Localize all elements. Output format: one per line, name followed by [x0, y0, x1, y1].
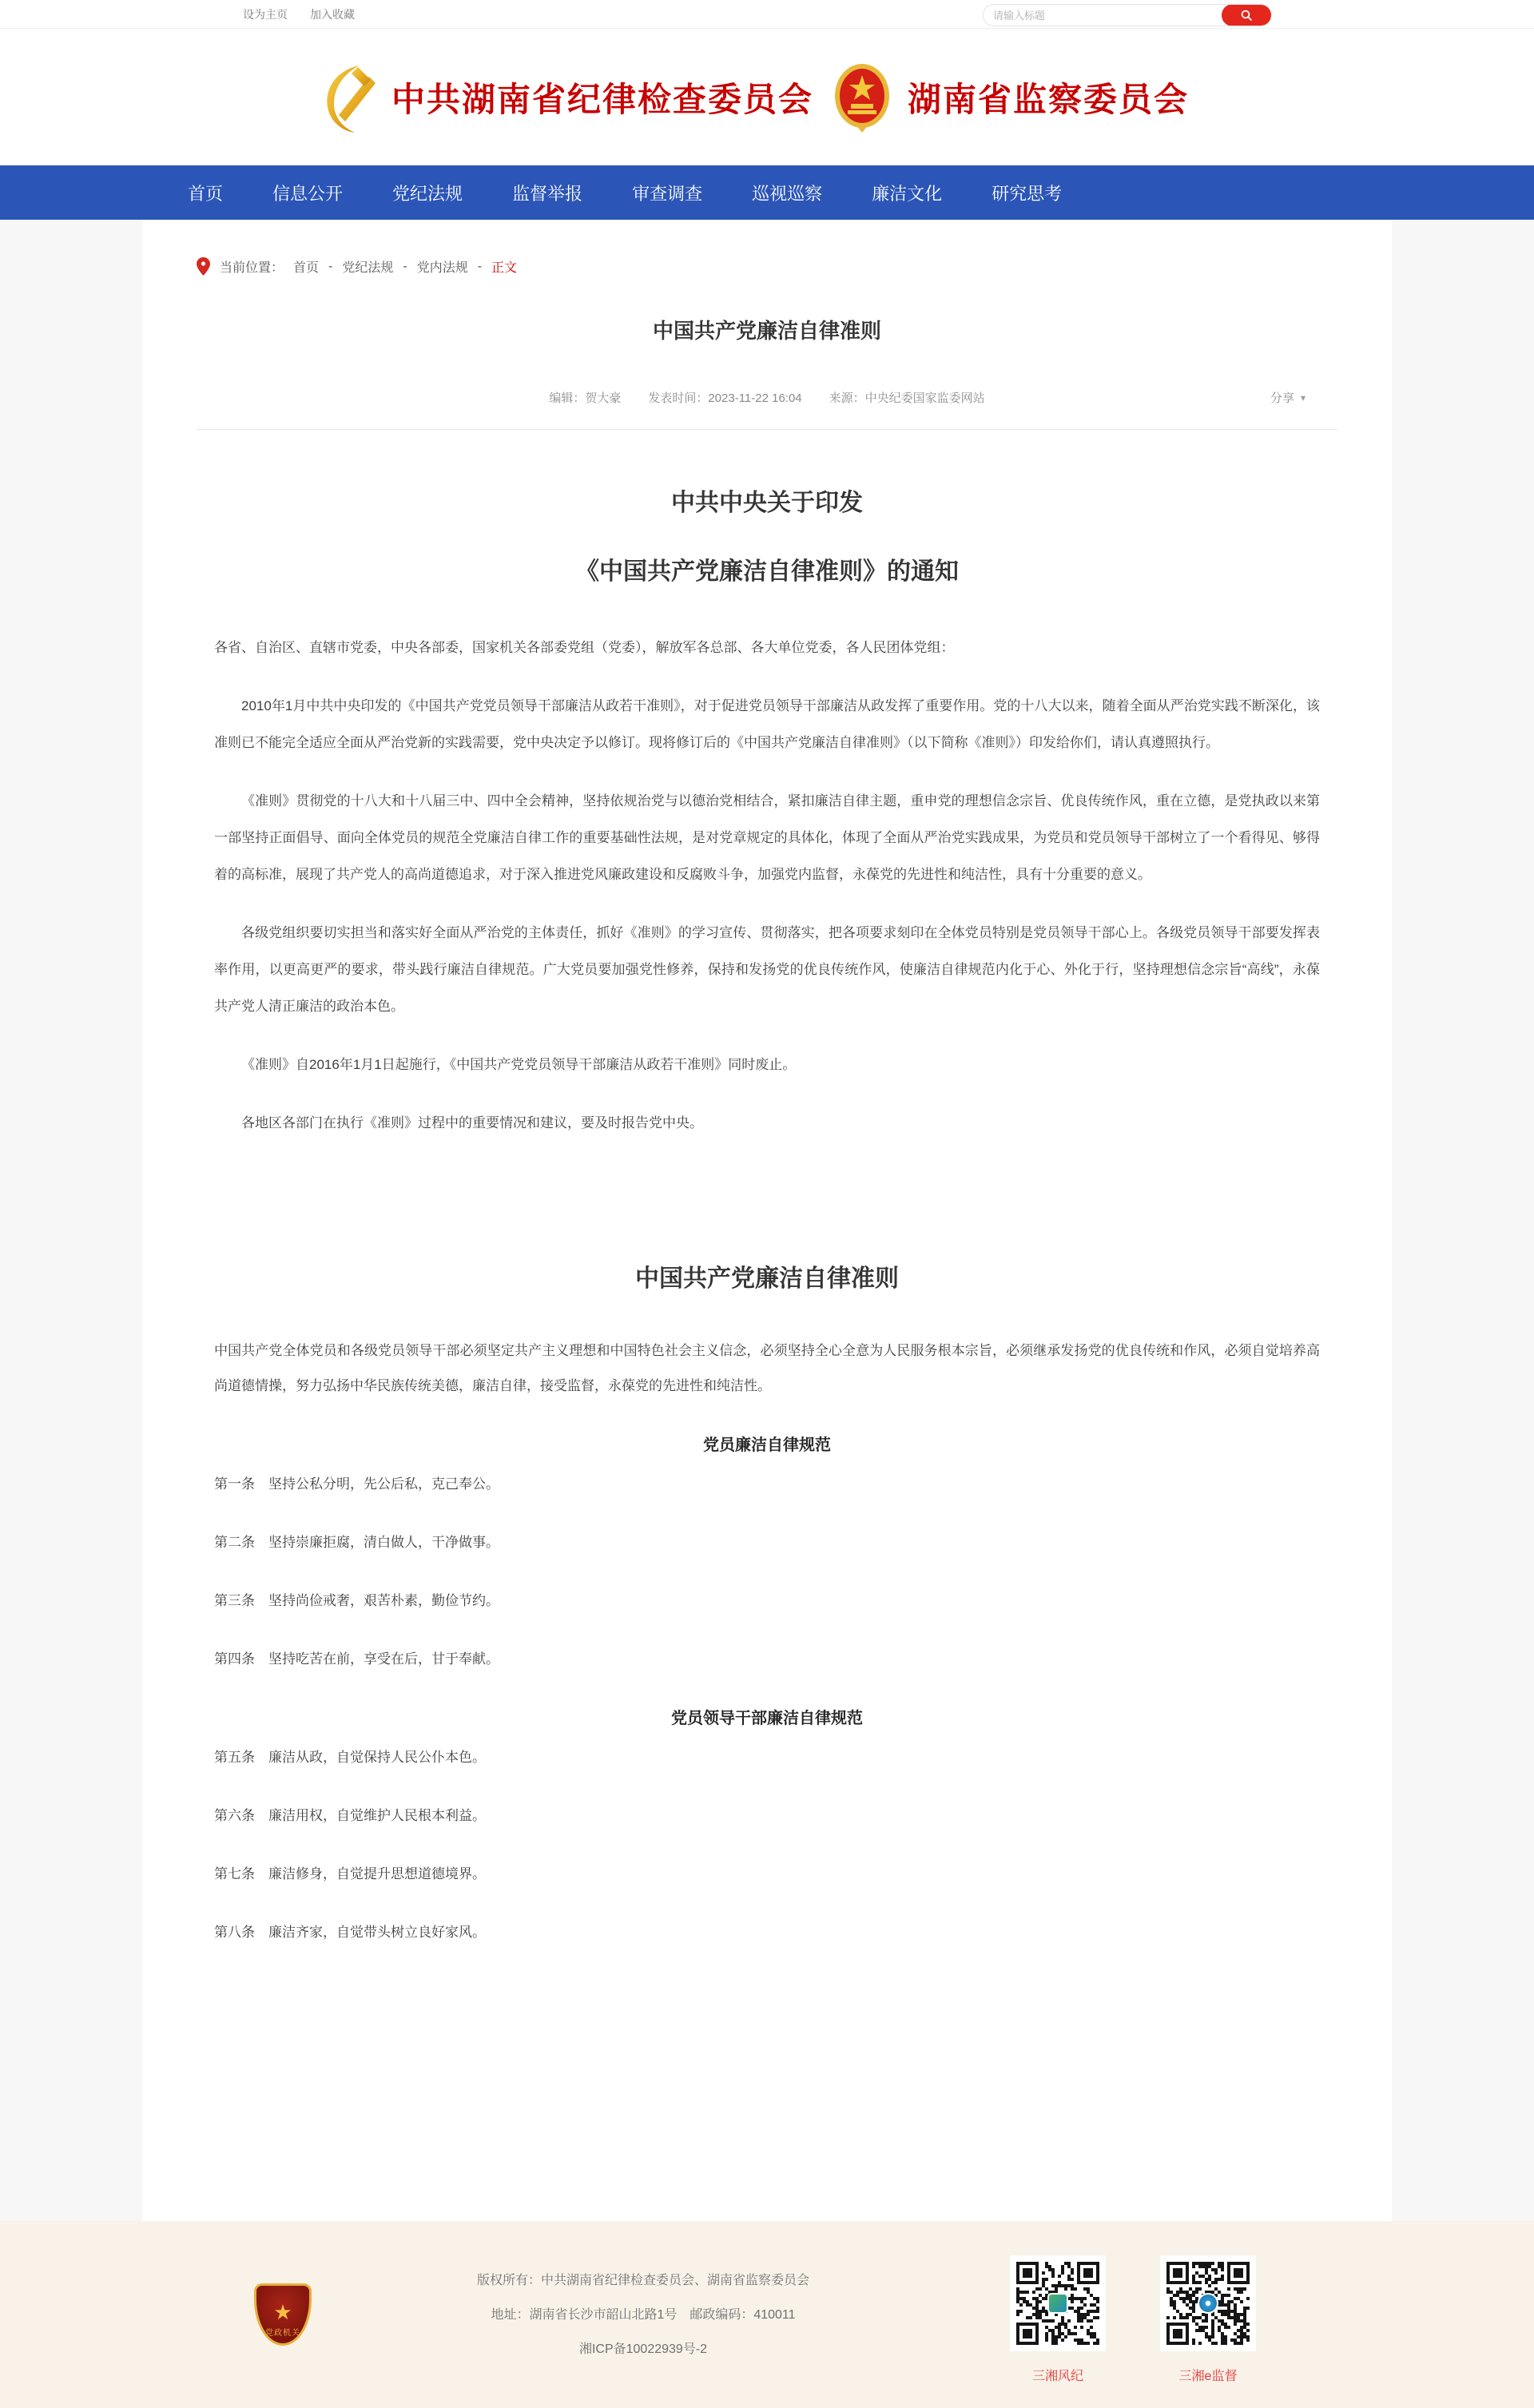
nav-item-home[interactable]: 首页: [188, 183, 224, 204]
breadcrumb-prefix: 当前位置：: [220, 261, 284, 275]
breadcrumb-current: 正文: [491, 261, 518, 275]
add-favorite-link[interactable]: 加入收藏: [310, 8, 355, 21]
search-box: [983, 4, 1272, 26]
location-pin-icon: [197, 257, 210, 276]
qr-label: 三湘风纪: [1031, 2370, 1083, 2383]
main-nav-inner: [142, 165, 1392, 220]
nav-item-regulations[interactable]: 党纪法规: [392, 183, 463, 204]
main-nav: [0, 165, 1534, 220]
qr-code-icon: [1160, 2255, 1256, 2351]
breadcrumb-separator: -: [403, 259, 407, 273]
rule-item: 第四条 坚持吃苦在前，享受在后，甘于奉献。: [214, 1651, 499, 1667]
footer-copyright: 版权所有：中共湖南省纪律检查委员会、湖南省监察委员会: [476, 2274, 809, 2287]
footer: [0, 2221, 1534, 2408]
masthead: [0, 29, 1534, 165]
breadcrumb-separator: -: [477, 259, 483, 273]
article-body: [142, 486, 1392, 1943]
article-meta-row: [142, 389, 1392, 408]
nav-item-investigation[interactable]: 审查调查: [632, 183, 703, 204]
search-icon: [1240, 9, 1253, 22]
paragraph: 各省、自治区、直辖市党委，中央各部委，国家机关各部委党组（党委），解放军各总部、各大单位党委，各人民团体党组：: [214, 640, 955, 655]
search-button[interactable]: [1222, 4, 1271, 26]
meta-publish-time: 发表时间：2023-11-22 16:04: [648, 391, 802, 405]
set-home-link[interactable]: 设为主页: [243, 8, 288, 21]
rule-item: 第三条 坚持尚俭戒奢，艰苦朴素，勤俭节约。: [214, 1593, 499, 1608]
party-emblem-icon: [312, 59, 380, 136]
qr-code-icon: [1010, 2255, 1106, 2351]
breadcrumb-separator: -: [328, 259, 333, 273]
nav-item-report[interactable]: 监督举报: [512, 183, 583, 204]
rule-item: 第七条 廉洁修身，自觉提升思想道德境界。: [214, 1866, 486, 1881]
national-emblem-icon: [828, 59, 896, 136]
rules-list-leaders: [214, 1747, 1320, 1943]
chevron-down-icon: ▾: [1300, 391, 1305, 403]
notice-title-line1: 中共中央关于印发: [671, 490, 863, 516]
qr-center-logo: [1047, 2293, 1068, 2314]
site-title-jianwei: 湖南省监察委员会: [908, 81, 1190, 119]
site-title-jiwei: 中共湖南省纪律检查委员会: [391, 81, 814, 119]
footer-text: [403, 2273, 883, 2358]
page-main: [0, 220, 1534, 2221]
share-label: 分享: [1270, 391, 1294, 405]
paragraph: 2010年1月中共中央印发的《中国共产党党员领导干部廉洁从政若干准则》，对于促进党员领导干部廉洁从政发挥了重要作用。党的十八大以来，随着全面从严治党实践不断深化，该准则已不能完全适应全面从严治党新的实践需要，党中央决定予以修订。现将修订后的《中国共产党廉洁自律准则》（以下简称《准则》）印发给你们，请认真遵照执行。: [214, 698, 1320, 750]
nav-item-inspection[interactable]: 巡视巡察: [752, 183, 823, 204]
meta-source: 来源：中央纪委国家监委网站: [829, 391, 985, 405]
breadcrumb-level1[interactable]: 党纪法规: [342, 261, 394, 275]
qr-group-sanxiangfengji: [1010, 2255, 1106, 2384]
rule-item: 第六条 廉洁用权，自觉维护人民根本利益。: [214, 1808, 486, 1823]
notice-title-line2: 《中国共产党廉洁自律准则》的通知: [575, 558, 959, 585]
search-input[interactable]: [984, 5, 1222, 26]
masthead-inner: [312, 29, 1203, 165]
nav-item-research[interactable]: 研究思考: [992, 183, 1063, 204]
topbar-links: [243, 0, 355, 29]
content-card: [142, 220, 1392, 2221]
rules-heading-members: 党员廉洁自律规范: [703, 1436, 831, 1454]
qr-center-logo: [1198, 2293, 1218, 2314]
paragraph: 各地区各部门在执行《准则》过程中的重要情况和建议，要及时报告党中央。: [241, 1115, 703, 1130]
share-button[interactable]: [1270, 389, 1305, 406]
rule-item: 第二条 坚持崇廉拒腐，清白做人，干净做事。: [214, 1535, 499, 1550]
topbar: [0, 0, 1534, 29]
footer-address: 地址：湖南省长沙市韶山北路1号 邮政编码：410011: [491, 2308, 796, 2322]
gov-badge: [254, 2283, 312, 2346]
meta-divider: [197, 429, 1337, 430]
nav-item-culture[interactable]: 廉洁文化: [872, 183, 943, 204]
badge-star-icon: ★: [273, 2300, 292, 2324]
meta-editor: 编辑：贺大豪: [549, 391, 622, 405]
rules-list-members: [214, 1474, 1320, 1670]
paragraph: 《准则》贯彻党的十八大和十八届三中、四中全会精神，坚持依规治党与以德治党相结合，紧扣廉洁自律主题，重申党的理想信念宗旨、优良传统作风，重在立德，是党执政以来第一部坚持正面倡导、面向全体党员的规范全党廉洁自律工作的重要基础性法规，是对党章规定的具体化，体现了全面从严治党实践成果，为党员和党员领导干部树立了一个看得见、够得着的高标准，展现了共产党人的高尚道德追求，对于深入推进党风廉政建设和反腐败斗争，加强党内监督，永葆党的先进性和纯洁性，具有十分重要的意义。: [214, 793, 1320, 882]
section-title: 中国共产党廉洁自律准则: [635, 1266, 899, 1292]
rule-item: 第五条 廉洁从政，自觉保持人民公仆本色。: [214, 1750, 486, 1765]
qr-label: 三湘e监督: [1178, 2370, 1238, 2383]
breadcrumb-home[interactable]: 首页: [293, 261, 320, 275]
qr-group-sanxiang-e-jiandu: [1160, 2255, 1256, 2384]
breadcrumb: [142, 220, 1392, 276]
rule-item: 第一条 坚持公私分明，先公后私，克己奉公。: [214, 1476, 499, 1492]
rules-heading-leaders: 党员领导干部廉洁自律规范: [671, 1710, 863, 1727]
section-intro: 中国共产党全体党员和各级党员领导干部必须坚定共产主义理想和中国特色社会主义信念，必须坚持全心全意为人民服务根本宗旨，必须继承发扬党的优良传统和作风，必须自觉培养高尚道德情操，努力弘扬中华民族传统美德，廉洁自律，接受监督，永葆党的先进性和纯洁性。: [214, 1343, 1320, 1393]
paragraph: 《准则》自2016年1月1日起施行，《中国共产党党员领导干部廉洁从政若干准则》同时废止。: [241, 1057, 797, 1072]
rule-item: 第八条 廉洁齐家，自觉带头树立良好家风。: [214, 1925, 486, 1940]
badge-text: 党政机关: [265, 2329, 300, 2338]
breadcrumb-level2[interactable]: 党内法规: [416, 261, 468, 275]
paragraph: 各级党组织要切实担当和落实好全面从严治党的主体责任，抓好《准则》的学习宣传、贯彻落实，把各项要求刻印在全体党员特别是党员领导干部心上。各级党员领导干部要发挥表率作用，以更高更严的要求，带头践行廉洁自律规范。广大党员要加强党性修养，保持和发扬党的优良传统作风，使廉洁自律规范内化于心、外化于行，坚持理想信念宗旨“高线”，永葆共产党人清正廉洁的政治本色。: [214, 925, 1320, 1014]
nav-item-info[interactable]: 信息公开: [272, 183, 344, 204]
footer-icp: 湘ICP备10022939号-2: [578, 2342, 708, 2356]
page-title: 中国共产党廉洁自律准则: [652, 319, 881, 343]
article-meta: [142, 389, 1392, 406]
